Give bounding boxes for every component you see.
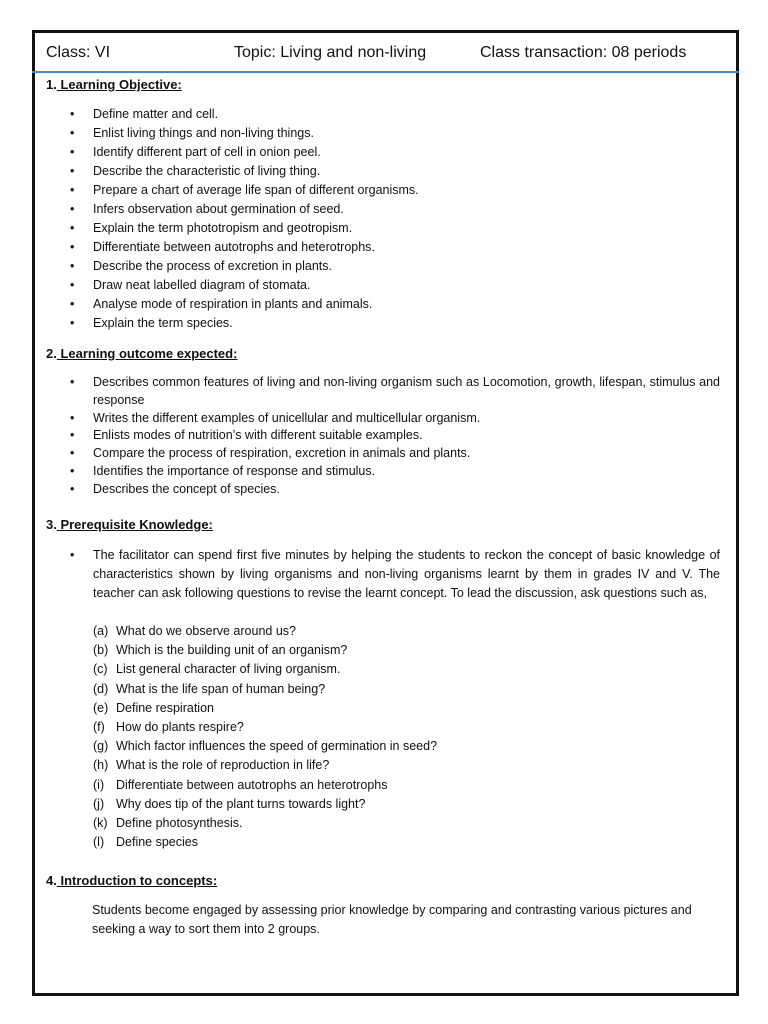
section-heading-learning-objective: 1. Learning Objective: <box>46 77 182 92</box>
question-item: (k) Define photosynthesis. <box>93 816 243 831</box>
section-heading-learning-outcome: 2. Learning outcome expected: <box>46 346 238 361</box>
question-item: (h) What is the role of reproduction in life? <box>93 758 330 773</box>
list-item: • Describes common features of living and non-living organism such as Locomotion, growth, lifespan, stimulus and response <box>70 375 720 407</box>
question-item: (d) What is the life span of human being? <box>93 681 326 696</box>
bullet-icon: • <box>70 278 75 292</box>
question-item: (b) Which is the building unit of an organism? <box>93 643 348 658</box>
list-item: • Prepare a chart of average life span of different organisms. <box>46 181 720 200</box>
section-heading-introduction: 4. Introduction to concepts: <box>46 873 218 888</box>
question-item: (g) Which factor influences the speed of germination in seed? <box>93 739 438 754</box>
revision-questions-list <box>93 622 720 852</box>
list-item: • Identify different part of cell in onion peel. <box>46 143 720 162</box>
prerequisite-intro: The facilitator can spend first five minutes by helping the students to reckon the concept of basic knowledge of characteristics shown by living organisms and non-living organisms learnt by them in grades IV and V. The teacher can ask following questions to revise the learnt concept. To lead the discussion, ask questions such as, <box>93 548 720 601</box>
section-heading-prerequisite-knowledge: 3. Prerequisite Knowledge: <box>46 517 213 532</box>
learning-outcome-list <box>46 374 720 499</box>
bullet-icon: • <box>70 259 75 273</box>
bullet-icon: • <box>70 446 75 461</box>
question-item: (j) Why does tip of the plant turns towards light? <box>93 796 366 811</box>
bullet-icon: • <box>70 164 75 178</box>
list-item: • Analyse mode of respiration in plants and animals. <box>46 295 720 314</box>
bullet-icon: • <box>70 126 75 140</box>
question-item: (a) What do we observe around us? <box>93 624 296 638</box>
bullet-icon: • <box>70 548 75 562</box>
bullet-icon: • <box>70 463 75 478</box>
list-item: • Writes the different examples of unicellular and multicellular organism. <box>46 410 720 428</box>
bullet-icon: • <box>70 375 75 389</box>
bullet-icon: • <box>70 481 75 496</box>
list-item: • Enlist living things and non-living things. <box>46 124 720 143</box>
list-item: • Explain the term phototropism and geotropism. <box>46 219 720 238</box>
bullet-icon: • <box>70 183 75 197</box>
bullet-icon: • <box>70 240 75 254</box>
list-item: • Describe the characteristic of living thing. <box>46 162 720 181</box>
prerequisite-paragraph-list <box>46 546 720 604</box>
bullet-icon: • <box>70 202 75 216</box>
list-item: • Identifies the importance of response and stimulus. <box>46 463 720 481</box>
list-item <box>46 546 720 604</box>
list-item: • Describes the concept of species. <box>46 481 720 499</box>
bullet-icon: • <box>70 297 75 311</box>
question-item: (i) Differentiate between autotrophs an heterotrophs <box>93 777 388 792</box>
bullet-icon: • <box>70 428 75 443</box>
introduction-paragraph: Students become engaged by assessing prior knowledge by comparing and contrasting various pictures and seeking a way to sort them into 2 groups. <box>92 903 692 936</box>
class-transaction-label: Class transaction: 08 periods <box>480 44 687 61</box>
header-divider <box>32 71 739 73</box>
question-item: (f) How do plants respire? <box>93 720 244 735</box>
bullet-icon: • <box>70 221 75 235</box>
list-item: • Define matter and cell. <box>46 105 720 124</box>
list-item: • Draw neat labelled diagram of stomata. <box>46 276 720 295</box>
bullet-icon: • <box>70 107 75 121</box>
class-label: Class: VI <box>46 44 111 61</box>
list-item: • Describe the process of excretion in plants. <box>46 257 720 276</box>
list-item: • Differentiate between autotrophs and heterotrophs. <box>46 238 720 257</box>
bullet-icon: • <box>70 316 75 330</box>
question-item: (l) Define species <box>93 835 198 850</box>
question-item: (e) Define respiration <box>93 700 214 715</box>
document-header <box>46 44 728 64</box>
list-item: • Explain the term species. <box>46 314 720 333</box>
learning-objective-list <box>46 105 720 333</box>
list-item: • Compare the process of respiration, excretion in animals and plants. <box>46 445 720 463</box>
list-item: • Enlists modes of nutrition’s with different suitable examples. <box>46 427 720 445</box>
question-item: (c) List general character of living organism. <box>93 662 341 677</box>
bullet-icon: • <box>70 145 75 159</box>
topic-label: Topic: Living and non-living <box>234 44 427 61</box>
bullet-icon: • <box>70 410 75 425</box>
list-item: • Infers observation about germination of seed. <box>46 200 720 219</box>
